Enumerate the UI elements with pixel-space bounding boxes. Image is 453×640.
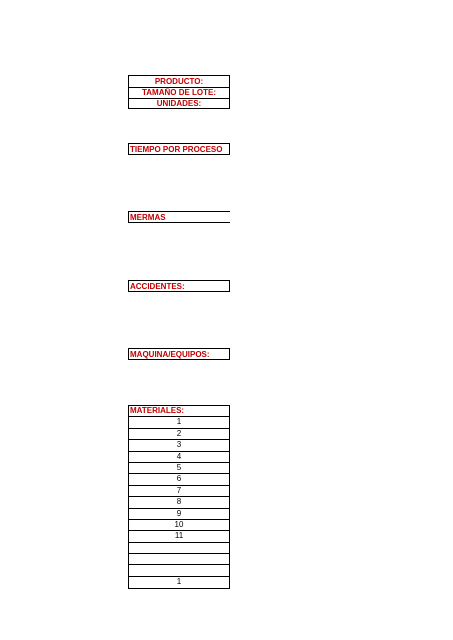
table-row: 9 bbox=[129, 509, 229, 520]
table-row: 1 bbox=[176, 576, 182, 586]
product-header-block bbox=[128, 75, 230, 109]
producto-label: PRODUCTO: bbox=[129, 76, 229, 88]
table-row bbox=[129, 543, 229, 554]
table-row: 10 bbox=[129, 520, 229, 531]
table-row: 8 bbox=[129, 497, 229, 508]
accidentes-label: ACCIDENTES: bbox=[128, 280, 230, 292]
table-row: 1 bbox=[129, 417, 229, 428]
tiempo-por-proceso-label: TIEMPO POR PROCESO bbox=[128, 143, 230, 155]
mermas-label: MERMAS bbox=[128, 211, 230, 223]
table-row: 7 bbox=[129, 486, 229, 497]
maquina-equipos-label: MAQUINA/EQUIPOS: bbox=[128, 348, 230, 360]
table-row: 11 bbox=[129, 531, 229, 542]
table-row bbox=[129, 565, 229, 576]
table-row: 3 bbox=[129, 440, 229, 451]
table-row: 2 bbox=[129, 429, 229, 440]
table-row bbox=[129, 554, 229, 565]
tamano-lote-label: TAMAÑO DE LOTE: bbox=[129, 87, 229, 99]
table-row: 4 bbox=[129, 452, 229, 463]
materiales-table bbox=[128, 405, 230, 589]
table-row: 6 bbox=[129, 474, 229, 485]
materiales-label: MATERIALES: bbox=[129, 406, 229, 417]
table-row: 5 bbox=[129, 463, 229, 474]
unidades-label: UNIDADES: bbox=[156, 99, 202, 108]
